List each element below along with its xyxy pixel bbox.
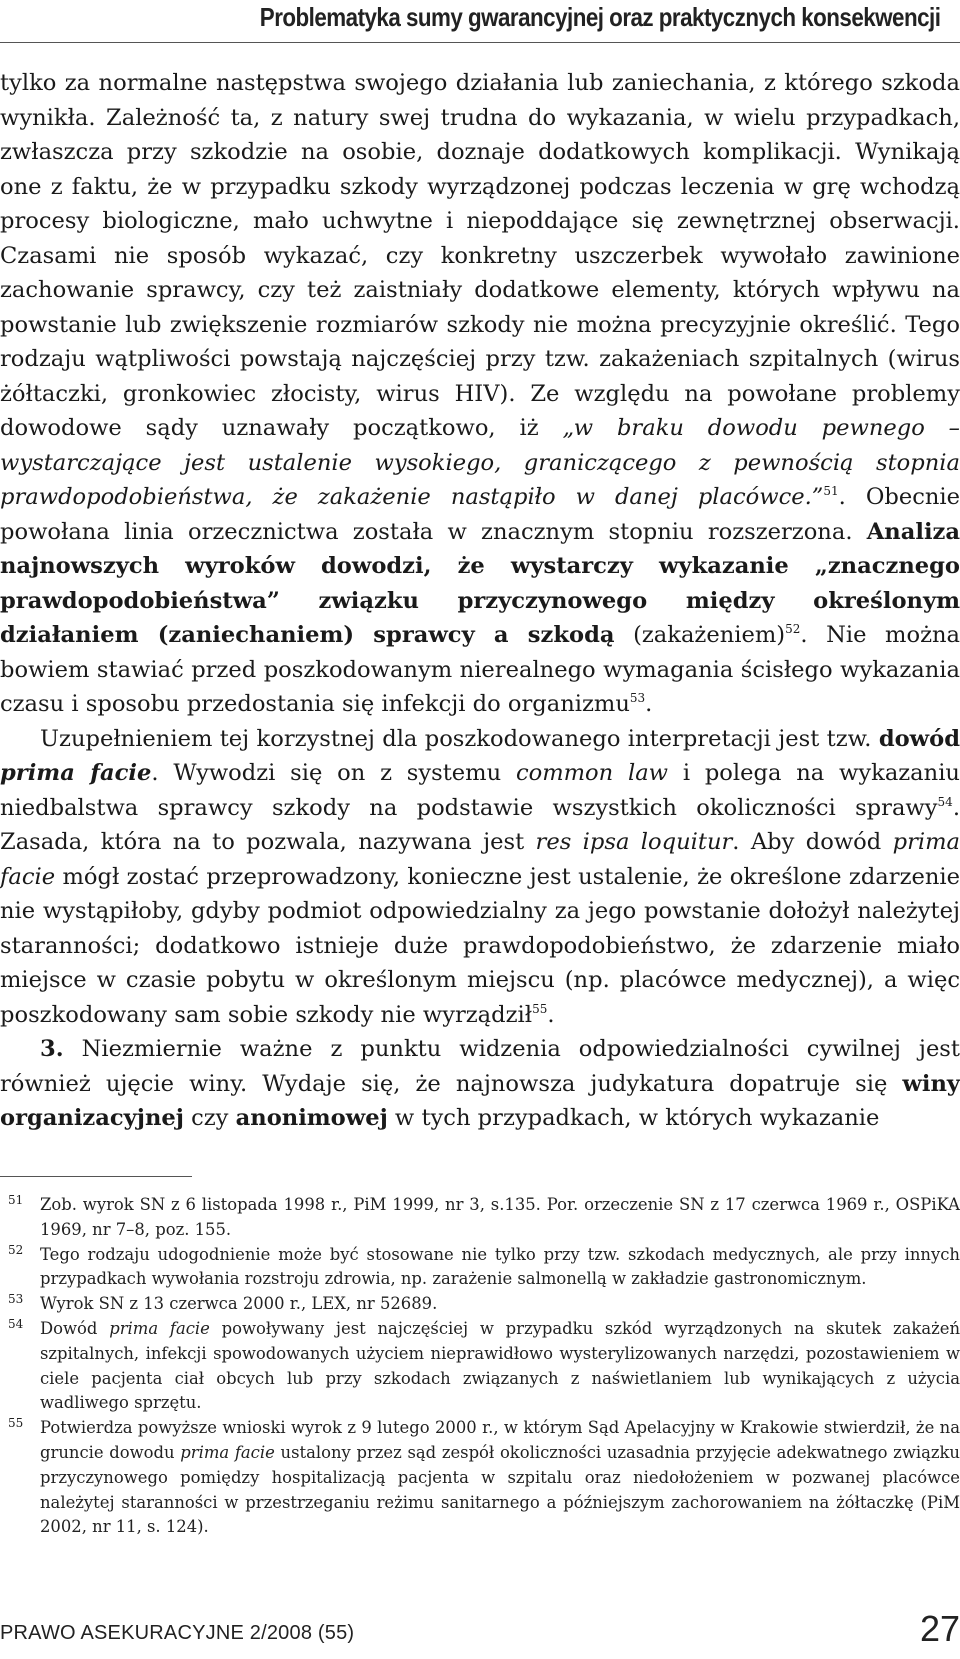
p2-italic-common-law: common law: [515, 760, 669, 786]
p1-text-1: tylko za normalne następstwa swojego działania lub zaniechania, z którego szkoda wynikła. Zależność ta, z natury swej trudna do wykazania, w wielu przypadkach, zwłaszcza przy szkodzie na osobie, doznaje dodatkowych komplikacji. Wynikają one z faktu, że w przypadku szkody wyrządzonej podczas leczenia w grę wchodzą procesy biologiczne, mało uchwytne i niepoddające się zewnętrznej obserwacji. Czasami nie sposób wykazać, czy konkretny uszczerbek wywołało zawinione zachowanie sprawcy, czy też zaistniały dodatkowe elementy, których wpływu na powstanie lub zwiększenie rozmiarów szkody nie można precyzyjnie określić. Tego rodzaju wątpliwości powstają najczęściej przy tzw. zakażeniach szpitalnych (wirus żółtaczki, gronkowiec złocisty, wirus HIV). Ze względu na powołane problemy dowodowe sądy uznawały początkowo, iż: [0, 70, 960, 441]
p2-bold-term: dowód: [878, 725, 960, 752]
paragraph-3: [0, 1032, 960, 1136]
p3-text-1: Niezmiernie ważne z punktu widzenia odpowiedzialności cywilnej jest również ujęcie winy. Wydaje się, że najnowsza judykatura dopatruje się: [0, 1036, 960, 1097]
footnote-text-pre: Dowód: [40, 1318, 110, 1338]
section-number: 3.: [40, 1036, 64, 1062]
footnote-text: Tego rodzaju udogodnienie może być stosowane nie tylko przy tzw. szkodach medycznych, ale przy innych przypadkach wywołania rozstroju zdrowia, np. zarażenie salmonellą w zakładzie gastronomicznym.: [40, 1244, 960, 1289]
footnote-number: 53: [8, 1292, 24, 1307]
footnote-ref-52[interactable]: 52: [785, 622, 801, 636]
footnote-ref-54[interactable]: 54: [937, 794, 953, 809]
main-text: [0, 66, 960, 1136]
footnote-52: [0, 1243, 960, 1293]
footnote-53: [0, 1292, 960, 1317]
paragraph-1: [0, 66, 960, 722]
page-number: 27: [919, 1608, 960, 1649]
footnote-italic: prima facie: [109, 1318, 210, 1338]
p2-text-5: . Aby dowód: [732, 829, 893, 855]
p2-text-6: mógł zostać przeprowadzony, konieczne jest ustalenie, że określone zdarzenie nie wystąpiłoby, gdyby podmiot odpowiedzialny za jego powstanie dołożył należytej staranności; dodatkowo istnieje duże prawdopodobieństwo, że zdarzenie miało miejsce w czasie pobytu w określonym miejscu (np. placówce medycznej), a więc poszkodowany sam sobie szkody nie wyrządził: [0, 863, 960, 1028]
footnote-italic: prima facie: [180, 1442, 275, 1462]
page-footer: [0, 1608, 960, 1659]
footnote-number: 52: [8, 1242, 24, 1257]
p3-text-2: czy: [183, 1105, 236, 1131]
p2-text-4: . Zasada, która na to pozwala, nazywana jest: [0, 794, 960, 855]
footnote-number: 51: [8, 1193, 24, 1207]
footnote-ref-53[interactable]: 53: [629, 691, 646, 705]
footnote-text-post: powoływany jest najczęściej w przypadku szkód wyrządzonych na skutek zakażeń szpitalnych, infekcji spowodowanych użyciem nieprawidłowo wysterylizowanych narzędzi, pozostawieniem w ciele pacjenta ciał obcych lub przy szkodach związanych z naświetlaniem lub wynikających z użycia wadliwego sprzętu.: [40, 1318, 960, 1413]
footnote-54: [0, 1317, 960, 1416]
p1-text-2: . Obecnie powołana linia orzecznictwa została w znacznym stopniu rozszerzona.: [0, 484, 960, 545]
p1-bold-thesis: Analiza najnowszych wyroków dowodzi, że wystarczy wykazanie „znacznego prawdopodobieństwa” związku przyczynowego między określonym działaniem (zaniechaniem) sprawcy a szkodą: [0, 518, 960, 648]
footnote-rule: [0, 1176, 192, 1177]
p1-text-3: (zakażeniem): [614, 622, 786, 648]
footnote-text-post: ustalony przez sąd zespół okoliczności uzasadnia przyjęcie adekwatnego związku przyczynowego pomiędzy hospitalizacją pacjenta w szpitalu oraz niedołożeniem w pozwanej placówce należytej staranności w przestrzeganiu reżimu sanitarnego a późniejszym zachorowaniem na żółtaczkę (PiM 2002, nr 11, s. 124).: [40, 1442, 960, 1537]
paragraph-2: [0, 722, 960, 1033]
footnote-51: [0, 1193, 960, 1243]
running-header-title: Problematyka sumy gwarancyjnej oraz praktycznych konsekwencji: [259, 2, 940, 32]
p2-italic-res-ipsa: res ipsa loquitur: [535, 829, 733, 855]
header-rule: [0, 42, 960, 43]
p2-text-2: . Wywodzi się on z systemu: [151, 760, 516, 786]
journal-name: PRAWO ASEKURACYJNE 2/2008 (55): [0, 1622, 355, 1644]
footnote-text: Wyrok SN z 13 czerwca 2000 r., LEX, nr 52689.: [40, 1294, 438, 1314]
footnote-number: 54: [8, 1316, 24, 1331]
footnote-ref-51[interactable]: 51: [823, 484, 839, 498]
p2-text-7: .: [547, 1001, 555, 1028]
footnote-55: [0, 1416, 960, 1540]
footnote-number: 55: [8, 1416, 24, 1431]
p2-italic-prima-facie: prima facie: [0, 829, 960, 890]
p3-bold-2: anonimowej: [235, 1105, 388, 1131]
footnote-ref-55[interactable]: 55: [532, 1001, 548, 1016]
p2-text-1: Uzupełnieniem tej korzystnej dla poszkodowanego interpretacji jest tzw.: [40, 725, 879, 752]
footnote-text: Zob. wyrok SN z 6 listopada 1998 r., PiM 1999, nr 3, s.135. Por. orzeczenie SN z 17 czerwca 1969 r., OSPiKA 1969, nr 7–8, poz. 155.: [40, 1195, 960, 1239]
p1-text-4: . Nie można bowiem stawiać przed poszkodowanym nierealnego wymagania ścisłego wykazania czasu i sposobu przedostania się infekcji do organizmu: [0, 622, 960, 717]
p3-bold-1: winy organizacyjnej: [0, 1070, 960, 1131]
footnotes: [0, 1193, 960, 1540]
p2-text-3: i polega na wykazaniu niedbalstwa sprawcy szkody na podstawie wszystkich okoliczności sprawy: [0, 760, 960, 821]
p1-quote: „w braku dowodu pewnego – wystarczające jest ustalenie wysokiego, graniczącego z pewnością stopnia prawdopodobieństwa, że zakażenie nastąpiło w danej placówce.”: [0, 415, 960, 510]
p2-bold-italic-term: prima facie: [0, 760, 152, 786]
footnote-text-pre: Potwierdza powyższe wnioski wyrok z 9 lutego 2000 r., w którym Sąd Apelacyjny w Krakowie stwierdził, że na gruncie dowodu: [40, 1418, 960, 1462]
p3-text-3: w tych przypadkach, w których wykazanie: [387, 1105, 880, 1131]
p1-text-5: .: [645, 691, 653, 717]
running-header: [0, 0, 960, 44]
